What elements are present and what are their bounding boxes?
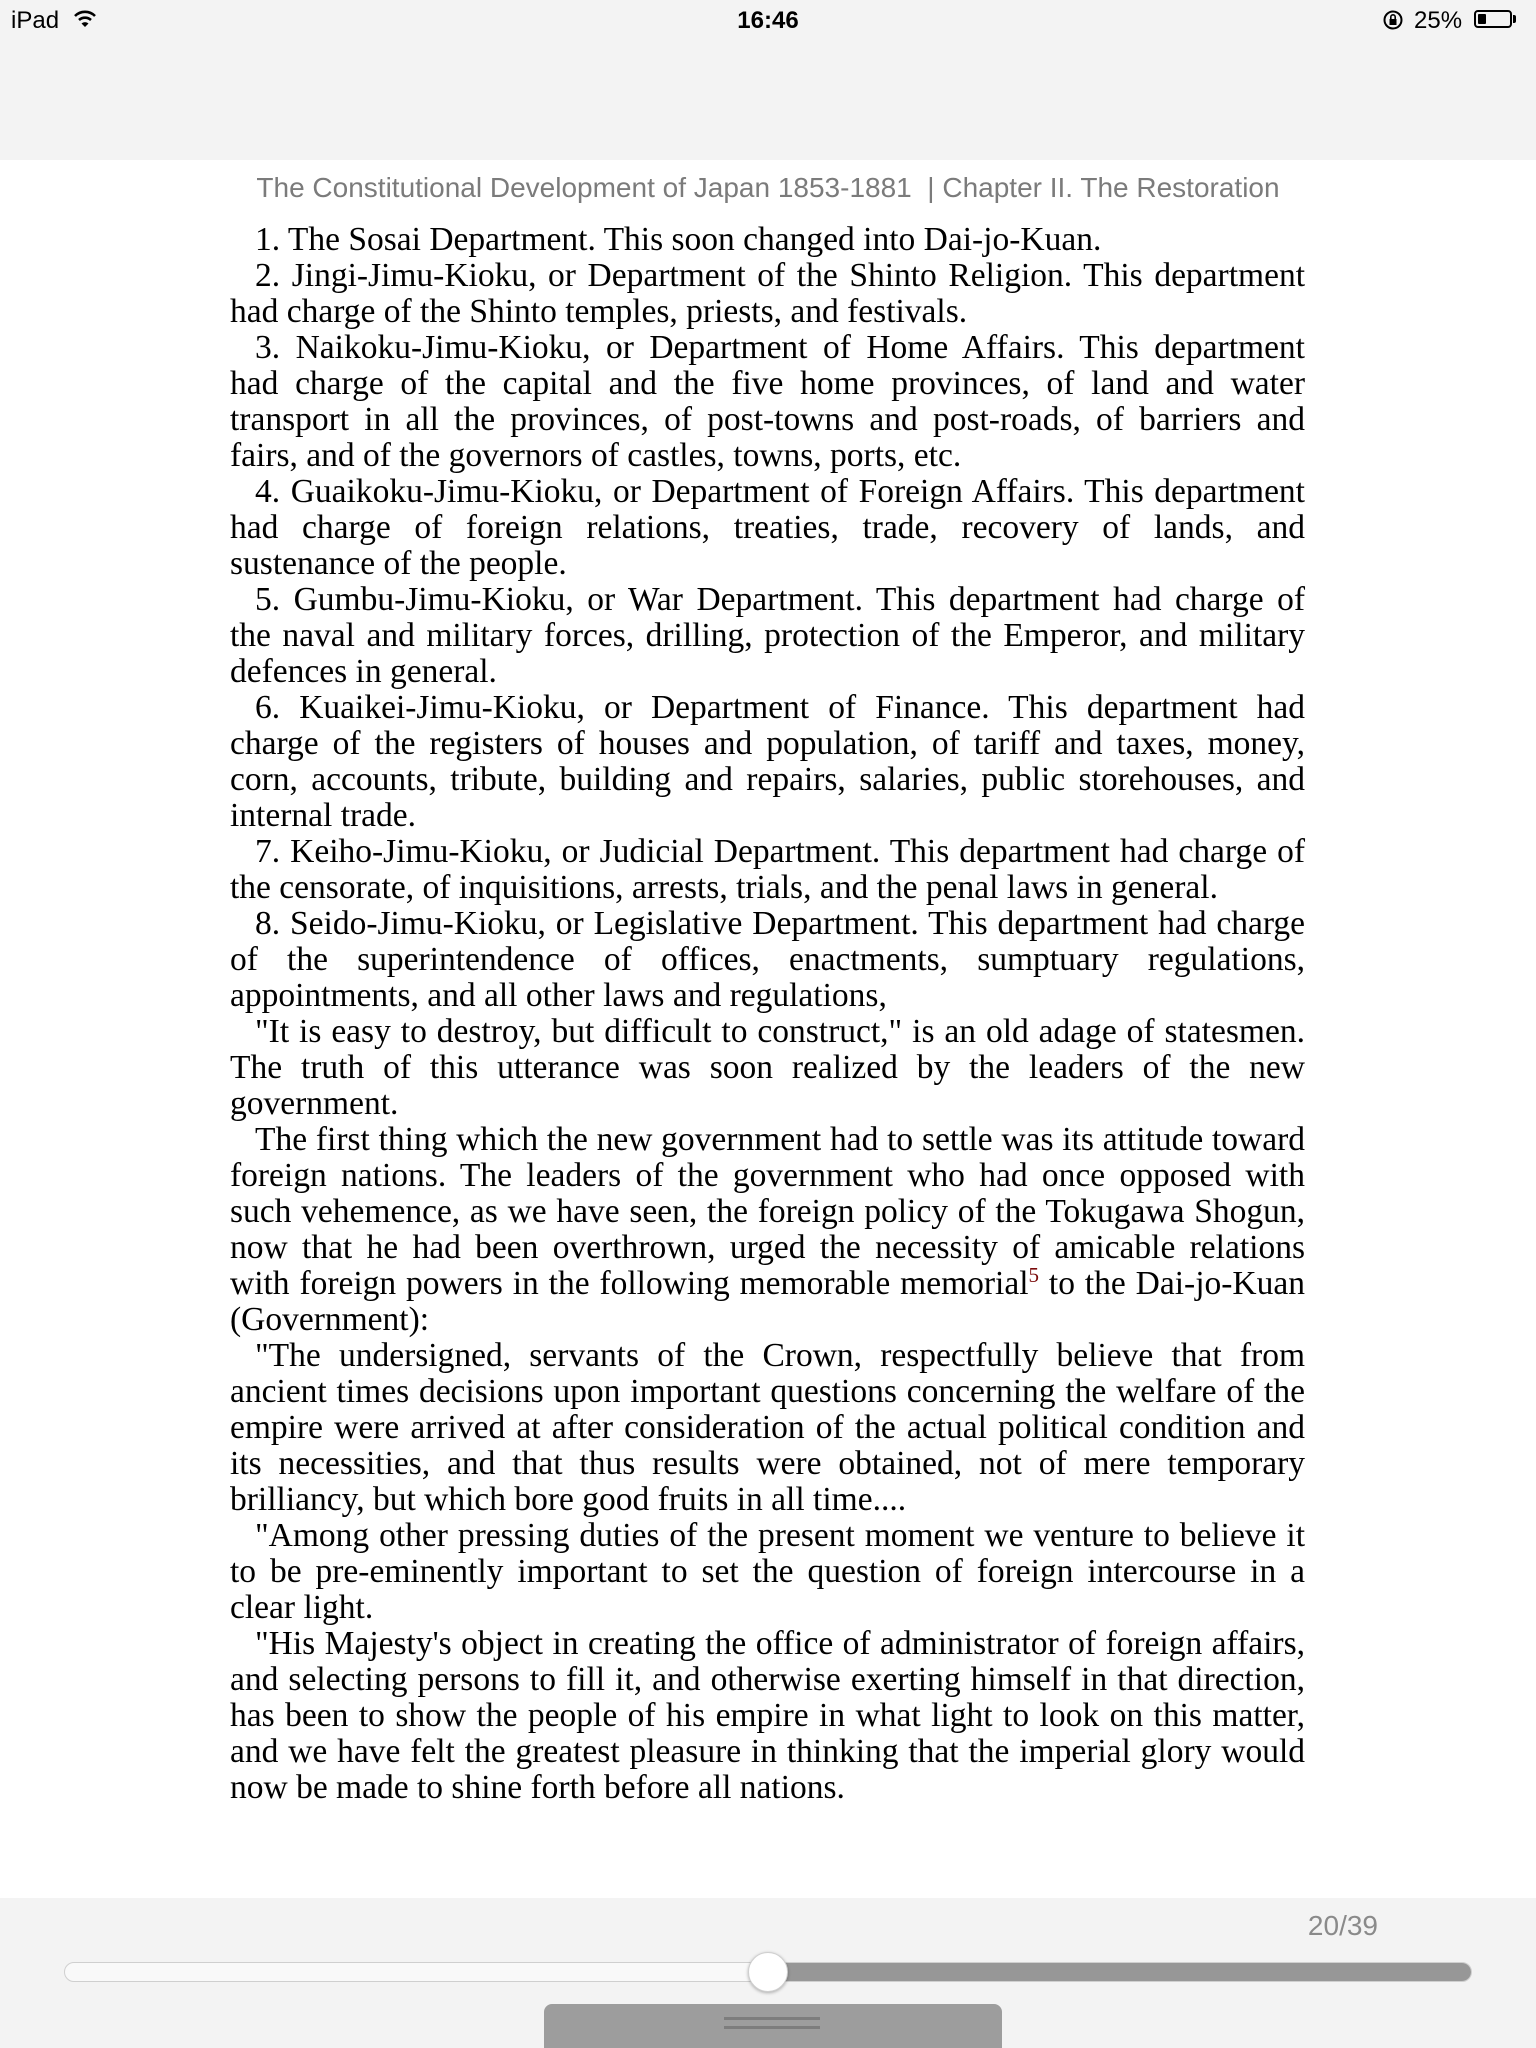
- paragraph: 4. Guaikoku-Jimu-Kioku, or Department of Foreign Affairs. This department had charge of foreign relations, treaties, trade, recovery of lands, and sustenance of the people.: [230, 473, 1305, 582]
- paragraph-text: The first thing which the new government had to settle was its attitude toward foreign nations. The leaders of the government who had once opposed with such vehemence, as we have seen, the foreign policy of the Tokugawa Shogun, now that he had been overthrown, urged the necessity of amicable relations with foreign powers in the following memorable memorial: [230, 1121, 1305, 1302]
- battery-terminal: [1513, 15, 1516, 23]
- paragraph: 7. Keiho-Jimu-Kioku, or Judicial Department. This department had charge of the censorate, of inquisitions, arrests, trials, and the penal laws in general.: [230, 833, 1305, 906]
- device-name: iPad: [11, 7, 60, 34]
- paragraph: "The undersigned, servants of the Crown, respectfully believe that from ancient times decisions upon important questions concerning the welfare of the empire were arrived at after consideration of the actual political condition and its necessities, and that thus results were obtained, not of mere temporary brilliancy, but which bore good fruits in all time....: [230, 1337, 1305, 1518]
- clock: 16:46: [737, 7, 799, 34]
- battery-percentage: 25%: [1414, 7, 1463, 34]
- paragraph: 8. Seido-Jimu-Kioku, or Legislative Department. This department had charge of the superintendence of offices, enactments, sumptuary regulations, appointments, and all other laws and regulations,: [230, 905, 1305, 1014]
- book-title: The Constitutional Development of Japan 1853-1881: [256, 172, 912, 203]
- chapter-title: Chapter II. The Restoration: [942, 172, 1280, 203]
- paragraph: 1. The Sosai Department. This soon changed into Dai-jo-Kuan.: [255, 221, 1102, 258]
- footnote-link[interactable]: 5: [1028, 1262, 1040, 1287]
- paragraph: 2. Jingi-Jimu-Kioku, or Department of the Shinto Religion. This department had charge of the Shinto temples, priests, and festivals.: [230, 257, 1305, 330]
- header-separator: |: [927, 172, 935, 203]
- running-header: [0, 172, 1536, 204]
- paragraph: "Among other pressing duties of the present moment we venture to believe it to be pre-eminently important to set the question of foreign intercourse in a clear light.: [230, 1517, 1305, 1626]
- paragraph: "His Majesty's object in creating the office of administrator of foreign affairs, and selecting persons to fill it, and otherwise exerting himself in that direction, has been to show the people of his empire in what light to look on this matter, and we have felt the greatest pleasure in thinking that the imperial glory would now be made to shine forth before all nations.: [230, 1625, 1305, 1806]
- paragraph: [230, 1122, 1305, 1338]
- paragraph-text: to the Dai-jo-Kuan (Government):: [230, 1265, 1305, 1338]
- progress-remaining-fill: [768, 1963, 1471, 1981]
- grip-line: [724, 2026, 820, 2029]
- drawer-handle[interactable]: [544, 2004, 1002, 2048]
- battery-level-fill: [1478, 14, 1486, 24]
- reader-toolbar: [0, 1898, 1536, 2048]
- slider-thumb[interactable]: [748, 1952, 788, 1992]
- reader-page[interactable]: [0, 160, 1536, 1898]
- page-indicator: 20/39: [1307, 1910, 1378, 1941]
- paragraph: 5. Gumbu-Jimu-Kioku, or War Department. This department had charge of the naval and military forces, drilling, protection of the Emperor, and military defences in general.: [230, 581, 1305, 690]
- battery-icon: [1474, 10, 1512, 28]
- status-bar: [0, 0, 1536, 40]
- grip-line: [724, 2017, 820, 2020]
- paragraph: 6. Kuaikei-Jimu-Kioku, or Department of Finance. This department had charge of the registers of houses and population, of tariff and taxes, money, corn, accounts, tribute, building and repairs, salaries, public storehouses, and internal trade.: [230, 689, 1305, 834]
- paragraph: "It is easy to destroy, but difficult to construct," is an old adage of statesmen. The truth of this utterance was soon realized by the leaders of the new government.: [230, 1013, 1305, 1122]
- book-text: [230, 222, 1305, 1806]
- paragraph: 3. Naikoku-Jimu-Kioku, or Department of Home Affairs. This department had charge of the capital and the five home provinces, of land and water transport in all the provinces, of post-towns and post-roads, of barriers and fairs, and of the governors of castles, towns, ports, etc.: [230, 329, 1305, 474]
- orientation-lock-icon: [1382, 9, 1404, 38]
